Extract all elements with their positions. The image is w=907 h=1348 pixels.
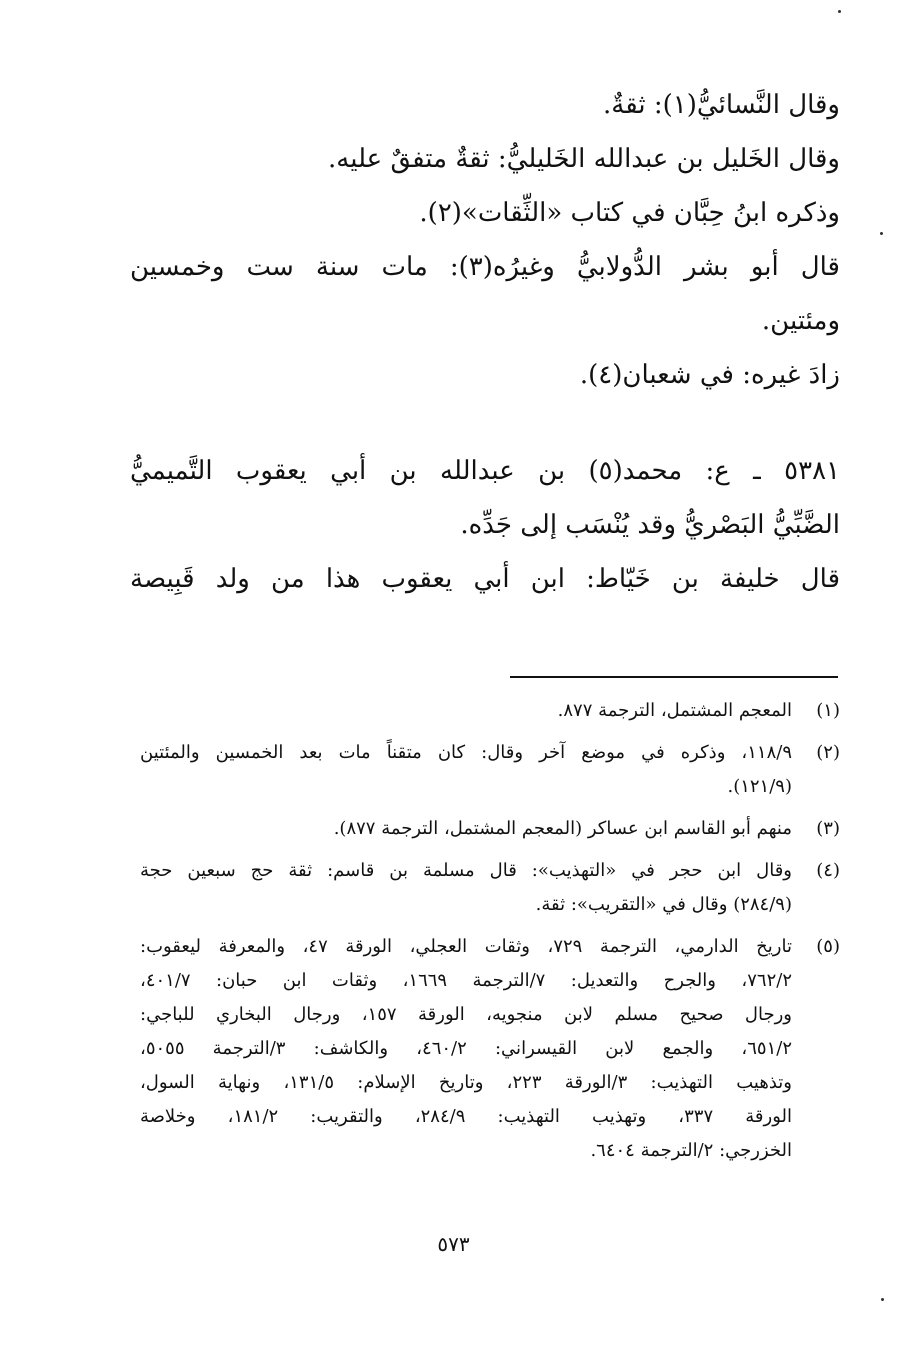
footnote-body <box>140 812 792 846</box>
text-line: قال أبو بشر الدُّولابيُّ وغيرُه(٣): مات سنة ست وخمسين <box>130 252 840 282</box>
footnote-line: ورجال صحيح مسلم لابن منجويه، الورقة ١٥٧، ورجال البخاري للباجي: <box>140 1004 792 1025</box>
main-text <box>130 78 840 606</box>
footnote-number: (٣) <box>816 818 840 839</box>
footnote <box>140 812 840 846</box>
footnote-line: وقال ابن حجر في «التهذيب»: قال مسلمة بن قاسم: ثقة حج سبعين حجة <box>140 860 792 881</box>
footnote-line: ٧٦٢/٢، والجرح والتعديل: ٧/الترجمة ١٦٦٩، وثقات ابن حبان: ٤٠١/٧، <box>140 970 792 991</box>
text-line: ومئتين. <box>761 306 840 336</box>
footnote-body <box>140 694 792 728</box>
footnote-number: (٤) <box>816 860 840 881</box>
section-gap <box>130 402 840 444</box>
footnote <box>140 736 840 804</box>
entry-heading: ٥٣٨١ ـ ع: محمد(٥) بن عبدالله بن أبي يعقوب التَّميميُّ <box>130 456 841 486</box>
footnote-number: (١) <box>816 700 840 721</box>
page-number: ٥٧٣ <box>437 1232 470 1256</box>
footnote-body <box>140 736 792 804</box>
footnote <box>140 694 840 728</box>
footnote <box>140 930 840 1168</box>
scan-speck <box>881 1298 884 1301</box>
footnote-body <box>140 930 792 1168</box>
footnote-number: (٥) <box>816 936 840 957</box>
footnote <box>140 854 840 922</box>
text-line: وذكره ابنُ حِبَّان في كتاب «الثِّقات»(٢). <box>419 198 840 228</box>
footnote-line: وتذهيب التهذيب: ٣/الورقة ٢٢٣، وتاريخ الإسلام: ١٣١/٥، ونهاية السول، <box>140 1072 792 1093</box>
footnote-number: (٢) <box>816 742 840 763</box>
footnote-line: ٦٥١/٢، والجمع لابن القيسراني: ٤٦٠/٢، والكاشف: ٣/الترجمة ٥٠٥٥، <box>140 1038 792 1059</box>
footnote-body <box>140 854 792 922</box>
footnote-line: الورقة ٣٣٧، وتهذيب التهذيب: ٢٨٤/٩، والتقريب: ١٨١/٢، وخلاصة <box>140 1106 792 1127</box>
text-line: وقال الخَليل بن عبدالله الخَليليُّ: ثقةٌ متفقٌ عليه. <box>328 144 840 174</box>
footnote-line: (٢٨٤/٩) وقال في «التقريب»: ثقة. <box>535 894 792 915</box>
footnote-line: المعجم المشتمل، الترجمة ٨٧٧. <box>557 700 792 721</box>
text-line: قال خليفة بن خَيّاط: ابن أبي يعقوب هذا من ولد قَبِيصة <box>130 564 840 594</box>
footnote-line: ١١٨/٩، وذكره في موضع آخر وقال: كان متقناً مات بعد الخمسين والمئتين <box>140 742 792 763</box>
footnotes <box>140 694 840 1176</box>
footnote-divider <box>510 676 838 678</box>
text-line: زادَ غيره: في شعبان(٤). <box>579 360 840 390</box>
footnote-line: (١٢١/٩). <box>727 776 792 797</box>
text-line: الضَّبِّيُّ البَصْريُّ وقد يُنْسَب إلى جَدِّه. <box>460 510 840 540</box>
footnote-line: الخزرجي: ٢/الترجمة ٦٤٠٤. <box>590 1140 792 1161</box>
footnote-line: تاريخ الدارمي، الترجمة ٧٢٩، وثقات العجلي، الورقة ٤٧، والمعرفة ليعقوب: <box>140 936 792 957</box>
scan-speck <box>880 232 883 235</box>
text-line: وقال النَّسائيُّ(١): ثقةٌ. <box>603 90 840 120</box>
scan-speck <box>838 10 841 13</box>
footnote-line: منهم أبو القاسم ابن عساكر (المعجم المشتمل، الترجمة ٨٧٧). <box>333 818 792 839</box>
